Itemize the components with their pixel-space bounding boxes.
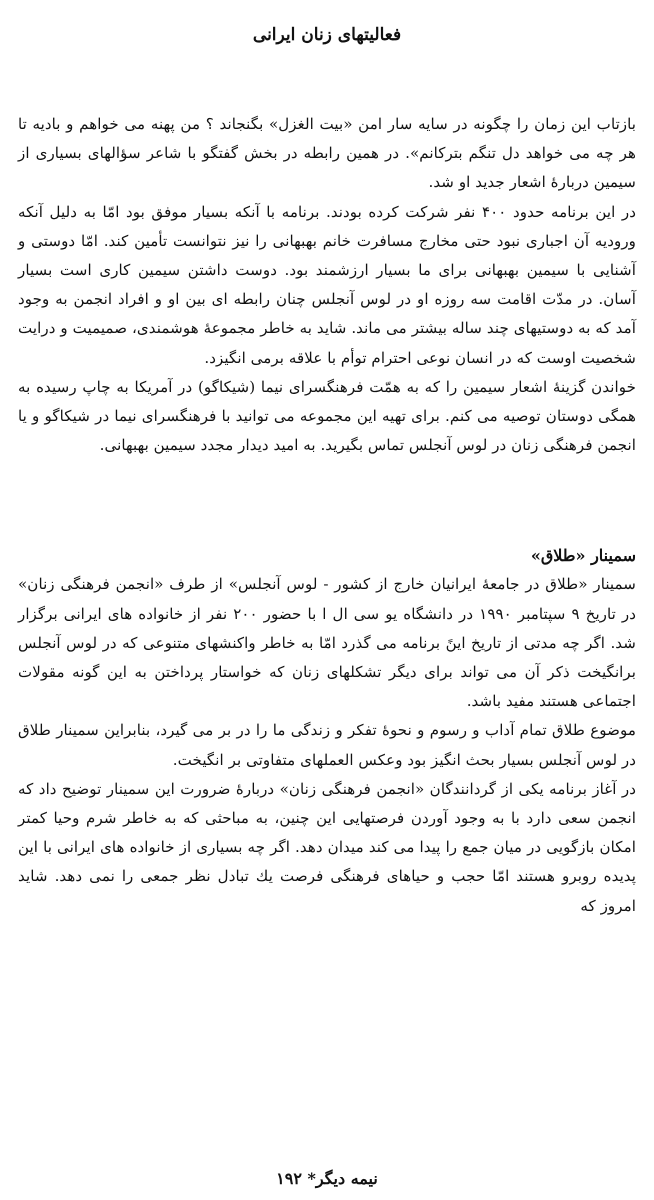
document-page — [18, 22, 636, 1182]
section-title: سمینار «طلاق» — [530, 546, 636, 566]
page-footer: نیمه دیگر* ۱۹۲ — [276, 1169, 378, 1188]
section-spacer — [18, 460, 636, 542]
paragraph: در آغاز برنامه یکی از گردانندگان «انجمن فرهنگی زنان» دربارهٔ ضرورت این سمینار توضیح داد که انجمن سعی دارد با به وجود آوردن فرصتهایی این چنین، به مباحثی که به خاطر شرم وحیا کمتر امکان بازگویی در میان جمع را پیدا می کند میدان دهد. اگر چه بسیاری از خانواده های ایرانی با این پدیده روبرو هستند امّا حجب و حیاهای فرهنگی فرصت یك تبادل نظر جمعی را نمی دهد. شاید امروز كه — [18, 779, 636, 915]
paragraph: سمینار «طلاق در جامعهٔ ایرانیان خارج از کشور - لوس آنجلس» از طرف «انجمن فرهنگی زنان» در تاریخ ۹ سپتامبر ۱۹۹۰ در دانشگاه یو سی ال ا با حضور ۲۰۰ نفر از خانواده های ایرانی برگزار شد. اگر چه مدتی از تاریخ اینً برنامه می گذرد امّا به خاطر واکنشهای متنوعی که در لوس آنجلس برانگیخت ذکر آن می تواند برای دیگر تشکلهای زنان که خواستار پرداختن به این گونه مقولات اجتماعی هستند مفید باشد. — [18, 575, 636, 711]
page-title: فعالیتهای زنان ایرانی — [252, 25, 402, 45]
section-poetry-event — [18, 110, 636, 460]
section-divorce-seminar — [18, 542, 636, 920]
paragraph: موضوع طلاق تمام آداب و رسوم و نحوهٔ تفکر و زندگی ما را در بر می گیرد، بنابراین سمینار طلاق در لوس آنجلس بسیار بحث انگیز بود وعکس العملهای متفاوتی بر انگیخت. — [18, 721, 636, 769]
paragraph: خواندن گزینهٔ اشعار سیمین را که به همّت فرهنگسرای نیما (شیکاگو) در آمریکا به چاپ رسیده به همگی دوستان توصیه می کنم. برای تهیه این مجموعه می توانید با فرهنگسرای نیما در شیکاگو و یا انجمن فرهنگی زنان در لوس آنجلس تماس بگیرید. به امید دیدار مجدد سیمین بهبهانی. — [18, 377, 636, 455]
paragraph: بازتاب این زمان را چگونه در سایه سار امن «بیت الغزل» بگنجاند ؟ من پهنه می خواهم و بادیه تا هر چه می خواهد دل تنگم بترکانم». در همین رابطه در بخش گفتگو با شاعر سؤالهای بسیاری از سیمین دربارهٔ اشعار جدید او شد. — [18, 115, 636, 192]
paragraph: در این برنامه حدود ۴۰۰ نفر شرکت کرده بودند. برنامه با آنکه بسیار موفق بود امّا به دلیل آنکه ورودیه آن اجباری نبود حتی مخارج مسافرت خانم بهبهانی را نیز نتوانست تأمین کند. امّا دوستی و آشنایی با سیمین بهبهانی برای ما بسیار ارزشمند بود. دوست داشتن سیمین کاری است بسیار آسان. در مدّت اقامت سه روزه او در لوس آنجلس چنان رابطه ای بین او و افراد انجمن به وجود آمد که به دوستیهای چند ساله بیشتر می ماند. شاید به خاطر مجموعهٔ هوشمندی، صمیمیت و درایت شخصیت اوست که در انسان نوعی احترام توأم با علاقه برمی انگیزد. — [18, 202, 636, 367]
